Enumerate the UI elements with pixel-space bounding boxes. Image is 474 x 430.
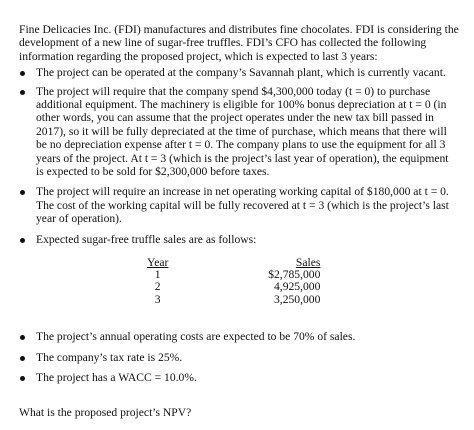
year-cell: 2	[154, 280, 161, 294]
bullet-dot-icon	[20, 90, 25, 95]
sales-table	[147, 257, 320, 306]
table-row	[147, 294, 320, 306]
assumption-list	[19, 66, 459, 384]
sales-cell: 3,250,000	[274, 292, 321, 306]
bullet-dot-icon	[20, 335, 25, 340]
question-text: What is the proposed project’s NPV?	[19, 406, 192, 419]
bullet-dot-icon	[20, 376, 25, 381]
year-cell: 1	[154, 268, 161, 282]
bullet-item-sales-intro	[19, 233, 459, 246]
problem-document	[19, 23, 459, 384]
bullet-dot-icon	[20, 356, 25, 361]
bullet-text: The project will require an increase in net operating working capital of $180,000 at t = 0. The cost of the working capital will be fully recovered at t = 3 (which is the project’s last year of operation).	[36, 185, 449, 226]
bullet-item-tax-rate	[19, 351, 459, 364]
bullet-item-equipment	[19, 85, 459, 179]
bullet-text: Expected sugar-free truffle sales are as follows:	[36, 232, 257, 246]
bullet-item-working-capital	[19, 185, 459, 225]
bullet-text: The company’s tax rate is 25%.	[36, 350, 183, 364]
bullet-item-operating-costs	[19, 330, 459, 343]
sales-cell: $2,785,000	[268, 268, 321, 282]
sales-column-header: Sales	[295, 256, 321, 269]
year-cell: 3	[154, 292, 161, 306]
bullet-item-wacc	[19, 371, 459, 384]
bullet-text: The project has a WACC = 10.0%.	[36, 370, 197, 384]
intro-paragraph: Fine Delicacies Inc. (FDI) manufactures and distributes fine chocolates. FDI is considering the development of a new line of sugar-free truffles. FDI’s CFO has collected the following information regarding the proposed project, which is expected to last 3 years:	[19, 23, 459, 63]
bullet-text: The project can be operated at the company’s Savannah plant, which is currently vacant.	[36, 66, 446, 80]
year-column-header: Year	[147, 256, 169, 269]
bullet-text: The project will require that the company spend $4,300,000 today (t = 0) to purchase additional equipment. The machinery is eligible for 100% bonus depreciation at t = 0 (in other words, you can assume that the project operates under the new tax bill passed in 2017), so it will be fully depreciated at the time of purchase, which means that there will be no depreciation expense after t = 0. The company plans to use the equipment for all 3 years of the project. At t = 3 (which is the project’s last year of operation), the equipment is expected to be sold for $2,300,000 before taxes.	[36, 84, 449, 179]
bullet-item-plant	[19, 66, 459, 79]
bullet-text: The project’s annual operating costs are expected to be 70% of sales.	[36, 330, 356, 344]
bullet-dot-icon	[20, 71, 25, 76]
table-row	[147, 281, 320, 293]
bullet-dot-icon	[20, 238, 25, 243]
bullet-dot-icon	[20, 190, 25, 195]
sales-cell: 4,925,000	[274, 280, 321, 294]
